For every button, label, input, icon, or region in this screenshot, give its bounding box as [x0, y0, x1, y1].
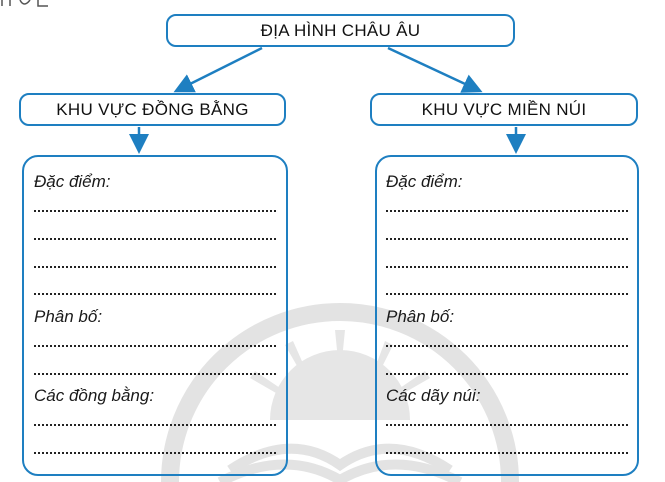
- plain-list-label: Các đồng bằng:: [34, 386, 155, 405]
- plain-feature-line[interactable]: [34, 238, 276, 240]
- arrow-to-mountain: [388, 48, 478, 90]
- mountain-distribution-label: Phân bố:: [386, 307, 455, 326]
- plain-region-title: KHU VỰC ĐỒNG BẰNG: [56, 99, 249, 119]
- plain-feature-line[interactable]: [34, 210, 276, 212]
- mountain-list-line[interactable]: [386, 452, 628, 454]
- diagram-title: ĐỊA HÌNH CHÂU ÂU: [260, 20, 421, 40]
- mountain-feature-line[interactable]: [386, 238, 628, 240]
- mountain-feature-line[interactable]: [386, 210, 628, 212]
- mountain-list-label: Các dãy núi:: [386, 386, 481, 405]
- plain-distribution-label: Phân bố:: [34, 307, 103, 326]
- mountain-distribution-line[interactable]: [386, 373, 628, 375]
- plain-distribution-line[interactable]: [34, 373, 276, 375]
- plain-feature-label: Đặc điểm:: [34, 172, 111, 191]
- mountain-distribution-line[interactable]: [386, 345, 628, 347]
- plain-feature-line[interactable]: [34, 266, 276, 268]
- plain-region-box: [19, 93, 286, 126]
- mountain-list-line[interactable]: [386, 424, 628, 426]
- title-box: [166, 14, 515, 47]
- plain-list-line[interactable]: [34, 452, 276, 454]
- plain-distribution-line[interactable]: [34, 345, 276, 347]
- mountain-region-box: [370, 93, 638, 126]
- mountain-region-title: KHU VỰC MIỀN NÚI: [421, 99, 587, 119]
- mountain-feature-line[interactable]: [386, 266, 628, 268]
- arrow-to-plain: [178, 48, 262, 90]
- plain-feature-line[interactable]: [34, 293, 276, 295]
- plain-list-line[interactable]: [34, 424, 276, 426]
- mountain-feature-label: Đặc điểm:: [386, 172, 463, 191]
- mountain-feature-line[interactable]: [386, 293, 628, 295]
